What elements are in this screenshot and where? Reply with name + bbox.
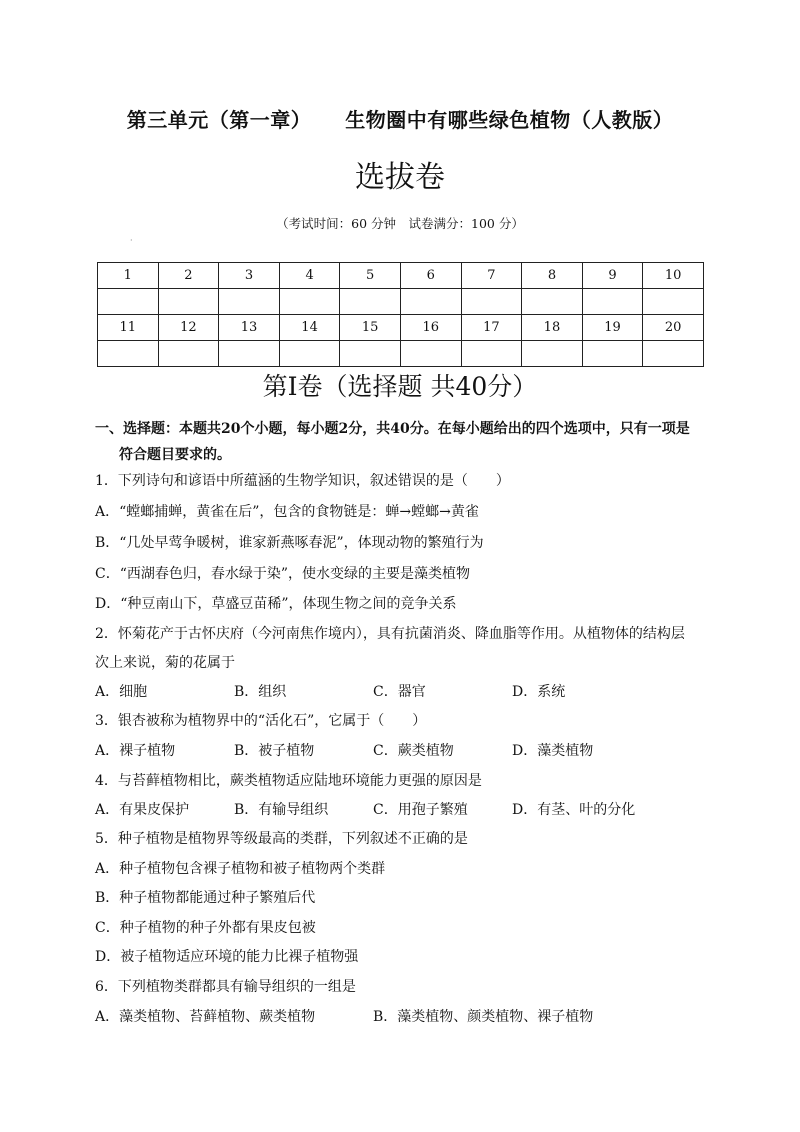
grid-number-cell: 14: [279, 315, 340, 341]
answer-cell[interactable]: [279, 289, 340, 315]
grid-number-cell: 16: [400, 315, 461, 341]
question-2-option-d[interactable]: D．系统: [512, 684, 566, 700]
question-5-option-a[interactable]: A．种子植物包含裸子植物和被子植物两个类群: [95, 861, 386, 877]
question-6-option-a[interactable]: A．藻类植物、苔藓植物、蕨类植物: [95, 1009, 316, 1025]
question-1-option-a[interactable]: A．“螳螂捕蝉，黄雀在后”，包含的食物链是：蝉→螳螂→黄雀: [95, 504, 479, 520]
question-5-stem: 5．种子植物是植物界等级最高的类群，下列叙述不正确的是: [95, 831, 468, 847]
grid-number-cell: 4: [279, 263, 340, 289]
answer-cell[interactable]: [400, 341, 461, 367]
question-2-stem-line-1: 2．怀菊花产于古怀庆府（今河南焦作境内），具有抗菌消炎、降血脂等作用。从植物体的结构层: [95, 626, 685, 642]
answer-cell[interactable]: [98, 341, 159, 367]
answer-cell[interactable]: [340, 289, 401, 315]
question-4-stem: 4．与苔藓植物相比，蕨类植物适应陆地环境能力更强的原因是: [95, 773, 482, 789]
question-5-option-c[interactable]: C．种子植物的种子外都有果皮包被: [95, 920, 316, 936]
grid-number-cell: 1: [98, 263, 159, 289]
title-unit: 第三单元（第一章）: [126, 108, 312, 132]
question-5-option-b[interactable]: B．种子植物都能通过种子繁殖后代: [95, 890, 316, 906]
question-4-option-a[interactable]: A．有果皮保护: [95, 802, 190, 818]
stray-mark: ·: [130, 236, 133, 245]
answer-cell[interactable]: [219, 341, 280, 367]
answer-cell[interactable]: [643, 341, 704, 367]
answer-grid-header-row-1: [98, 263, 704, 289]
question-1-option-d[interactable]: D．“种豆南山下，草盛豆苗稀”，体现生物之间的竞争关系: [95, 596, 457, 612]
answer-cell[interactable]: [522, 289, 583, 315]
grid-number-cell: 20: [643, 315, 704, 341]
grid-number-cell: 9: [582, 263, 643, 289]
question-2-option-a[interactable]: A．细胞: [95, 684, 148, 700]
question-2-option-c[interactable]: C．器官: [373, 684, 426, 700]
question-6-option-b[interactable]: B．藻类植物、颜类植物、裸子植物: [373, 1009, 594, 1025]
grid-number-cell: 8: [522, 263, 583, 289]
title-topic: 生物圈中有哪些绿色植物（人教版）: [345, 108, 674, 132]
answer-cell[interactable]: [643, 289, 704, 315]
grid-number-cell: 18: [522, 315, 583, 341]
question-4-option-b[interactable]: B．有输导组织: [234, 802, 329, 818]
grid-number-cell: 7: [461, 263, 522, 289]
grid-number-cell: 19: [582, 315, 643, 341]
grid-number-cell: 17: [461, 315, 522, 341]
answer-cell[interactable]: [461, 289, 522, 315]
grid-number-cell: 11: [98, 315, 159, 341]
answer-grid-header-row-2: [98, 315, 704, 341]
grid-number-cell: 5: [340, 263, 401, 289]
answer-cell[interactable]: [522, 341, 583, 367]
grid-number-cell: 2: [158, 263, 219, 289]
answer-cell[interactable]: [158, 341, 219, 367]
answer-grid: [97, 262, 704, 367]
question-1-option-b[interactable]: B．“几处早莺争暖树，谁家新燕啄春泥”，体现动物的繁殖行为: [95, 535, 484, 551]
question-1-stem: 1．下列诗句和谚语中所蕴涵的生物学知识，叙述错误的是（ ）: [95, 473, 510, 489]
answer-cell[interactable]: [340, 341, 401, 367]
grid-number-cell: 6: [400, 263, 461, 289]
question-3-option-d[interactable]: D．藻类植物: [512, 743, 594, 759]
answer-cell[interactable]: [461, 341, 522, 367]
grid-number-cell: 10: [643, 263, 704, 289]
answer-cell[interactable]: [158, 289, 219, 315]
answer-grid-answer-row-1: [98, 289, 704, 315]
answer-cell[interactable]: [582, 341, 643, 367]
question-3-option-c[interactable]: C．蕨类植物: [373, 743, 454, 759]
document-title: [0, 104, 800, 133]
answer-grid-answer-row-2: [98, 341, 704, 367]
answer-cell[interactable]: [98, 289, 159, 315]
grid-number-cell: 3: [219, 263, 280, 289]
question-3-option-b[interactable]: B．被子植物: [234, 743, 315, 759]
instructions-line-2: 符合题目要求的。: [119, 447, 231, 463]
question-3-option-a[interactable]: A．裸子植物: [95, 743, 176, 759]
answer-cell[interactable]: [279, 341, 340, 367]
section-instructions: [95, 416, 710, 468]
question-3-stem: 3．银杏被称为植物界中的“活化石”，它属于（ ）: [95, 713, 427, 729]
answer-cell[interactable]: [400, 289, 461, 315]
question-5-option-d[interactable]: D．被子植物适应环境的能力比裸子植物强: [95, 949, 359, 965]
exam-subtitle: 选拔卷: [355, 160, 445, 195]
instructions-line-1: 一、选择题：本题共20个小题，每小题2分，共40分。在每小题给出的四个选项中，只有一项是: [95, 421, 690, 437]
question-6-stem: 6．下列植物类群都具有输导组织的一组是: [95, 979, 356, 995]
question-4-option-c[interactable]: C．用孢子繁殖: [373, 802, 468, 818]
grid-number-cell: 13: [219, 315, 280, 341]
answer-cell[interactable]: [219, 289, 280, 315]
question-4-option-d[interactable]: D．有茎、叶的分化: [512, 802, 636, 818]
question-2-stem-line-2: 次上来说，菊的花属于: [95, 655, 235, 671]
question-2-option-b[interactable]: B．组织: [234, 684, 287, 700]
question-1-option-c[interactable]: C．“西湖春色归，春水绿于染”，使水变绿的主要是藻类植物: [95, 566, 471, 582]
exam-info: （考试时间：60 分钟 试卷满分：100 分）: [276, 216, 524, 231]
grid-number-cell: 15: [340, 315, 401, 341]
section-title: 第Ⅰ卷（选择题 共40分）: [262, 372, 538, 401]
grid-number-cell: 12: [158, 315, 219, 341]
answer-cell[interactable]: [582, 289, 643, 315]
